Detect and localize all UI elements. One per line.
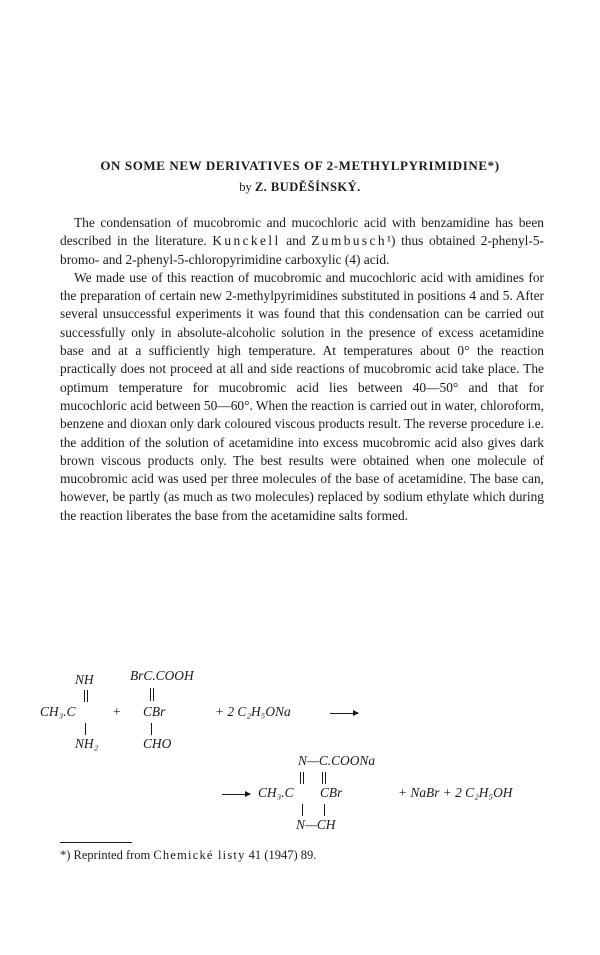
double-bond-top-1 bbox=[84, 690, 85, 702]
muco-double-bond-1 bbox=[150, 688, 151, 701]
footnote-rule bbox=[60, 842, 132, 843]
product-ring-lower-left bbox=[302, 804, 303, 816]
byproducts: + NaBr + 2 C₂H₅OH bbox=[398, 785, 513, 800]
double-bond-top-2 bbox=[87, 690, 88, 702]
product-ring-lower-right bbox=[324, 804, 325, 816]
amidine-nh: NH bbox=[75, 672, 94, 687]
byline-prefix: by bbox=[239, 180, 252, 194]
footnote-source: Chemické listy bbox=[153, 848, 246, 862]
product-top: N—C.COONa bbox=[298, 753, 376, 768]
reagent-sodium-ethylate: + 2 C₂H₅ONa bbox=[215, 704, 291, 719]
mucobromic-cbr: CBr bbox=[143, 704, 166, 719]
product-ring-left-1 bbox=[300, 772, 301, 784]
paragraph-2: We made use of this reaction of mucobromic and mucochloric acid with amidines for the preparation of certain new 2-methylpyrimidines substituted in positions 4 and 5. After several unsuccessful experiments it was found that this condensation can be carried out successfully only in absolute-alcoholic solution in the presence of excess acetamidine base and at a sufficiently high temperature. At temperatures about 0° the reaction practically does not proceed at all and side reactions of mucobromic acid take place. The optimum temperature for mucobromic acid lies between 40—50° and that for mucochloric acid between 50—60°. When the reaction is carried out in water, chloroform, benzene and dioxan only dark coloured viscous products result. The reverse procedure i.e. the addition of the solution of acetamidine into excess mucobromic acid also gives dark brown viscous products only. The best results were obtained when one molecule of mucobromic acid was used per three molecules of the base of acetamidine. The base can, however, be partly (as much as two molecules) replaced by sodium ethylate which during the reaction liberates the base from the acetamidine salts formed. bbox=[60, 269, 544, 523]
reaction-arrow-2 bbox=[222, 794, 250, 795]
paper-title: ON SOME NEW DERIVATIVES OF 2-METHYLPYRIMIDINE*) bbox=[100, 158, 500, 173]
product-cbr: CBr bbox=[320, 785, 343, 800]
footnote bbox=[60, 848, 540, 863]
mucobromic-top: BrC.COOH bbox=[130, 668, 194, 683]
footnote-text: Reprinted from bbox=[73, 848, 154, 862]
author-ref-zumbusch: Zumbusch bbox=[311, 233, 387, 249]
para1-text-e: ¹) thus obtained 2-phenyl-5-bromo- and 2-phenyl-5-chloropyrimidine carboxylic (4) acid. bbox=[60, 233, 544, 267]
amidine-ch3c: CH₃.C bbox=[40, 704, 76, 719]
amidine-nh2: NH₂ bbox=[75, 736, 99, 751]
mucobromic-cho: CHO bbox=[143, 736, 172, 751]
muco-double-bond-2 bbox=[153, 688, 154, 701]
product-ring-right-2 bbox=[325, 772, 326, 784]
product-ring-right-1 bbox=[322, 772, 323, 784]
author-ref-kunckell: Kunckell bbox=[212, 233, 281, 249]
product-ch3c: CH₃.C bbox=[258, 785, 294, 800]
reaction-arrow-1 bbox=[330, 713, 358, 714]
muco-single-bond bbox=[151, 723, 152, 735]
footnote-citation: 41 (1947) 89. bbox=[245, 848, 317, 862]
product-bottom: N—CH bbox=[296, 817, 336, 832]
para1-text-a: The condensation of mucobromic and mucochloric acid with benzamidine has been described in the literature. bbox=[60, 215, 544, 249]
product-ring-left-2 bbox=[303, 772, 304, 784]
plus-sign-1: + bbox=[113, 704, 121, 719]
author-name: Z. BUDĚŠÍNSKÝ. bbox=[254, 180, 361, 194]
para1-text-c: and bbox=[280, 233, 312, 249]
single-bond-bottom bbox=[85, 723, 86, 735]
footnote-mark: *) bbox=[60, 848, 71, 862]
